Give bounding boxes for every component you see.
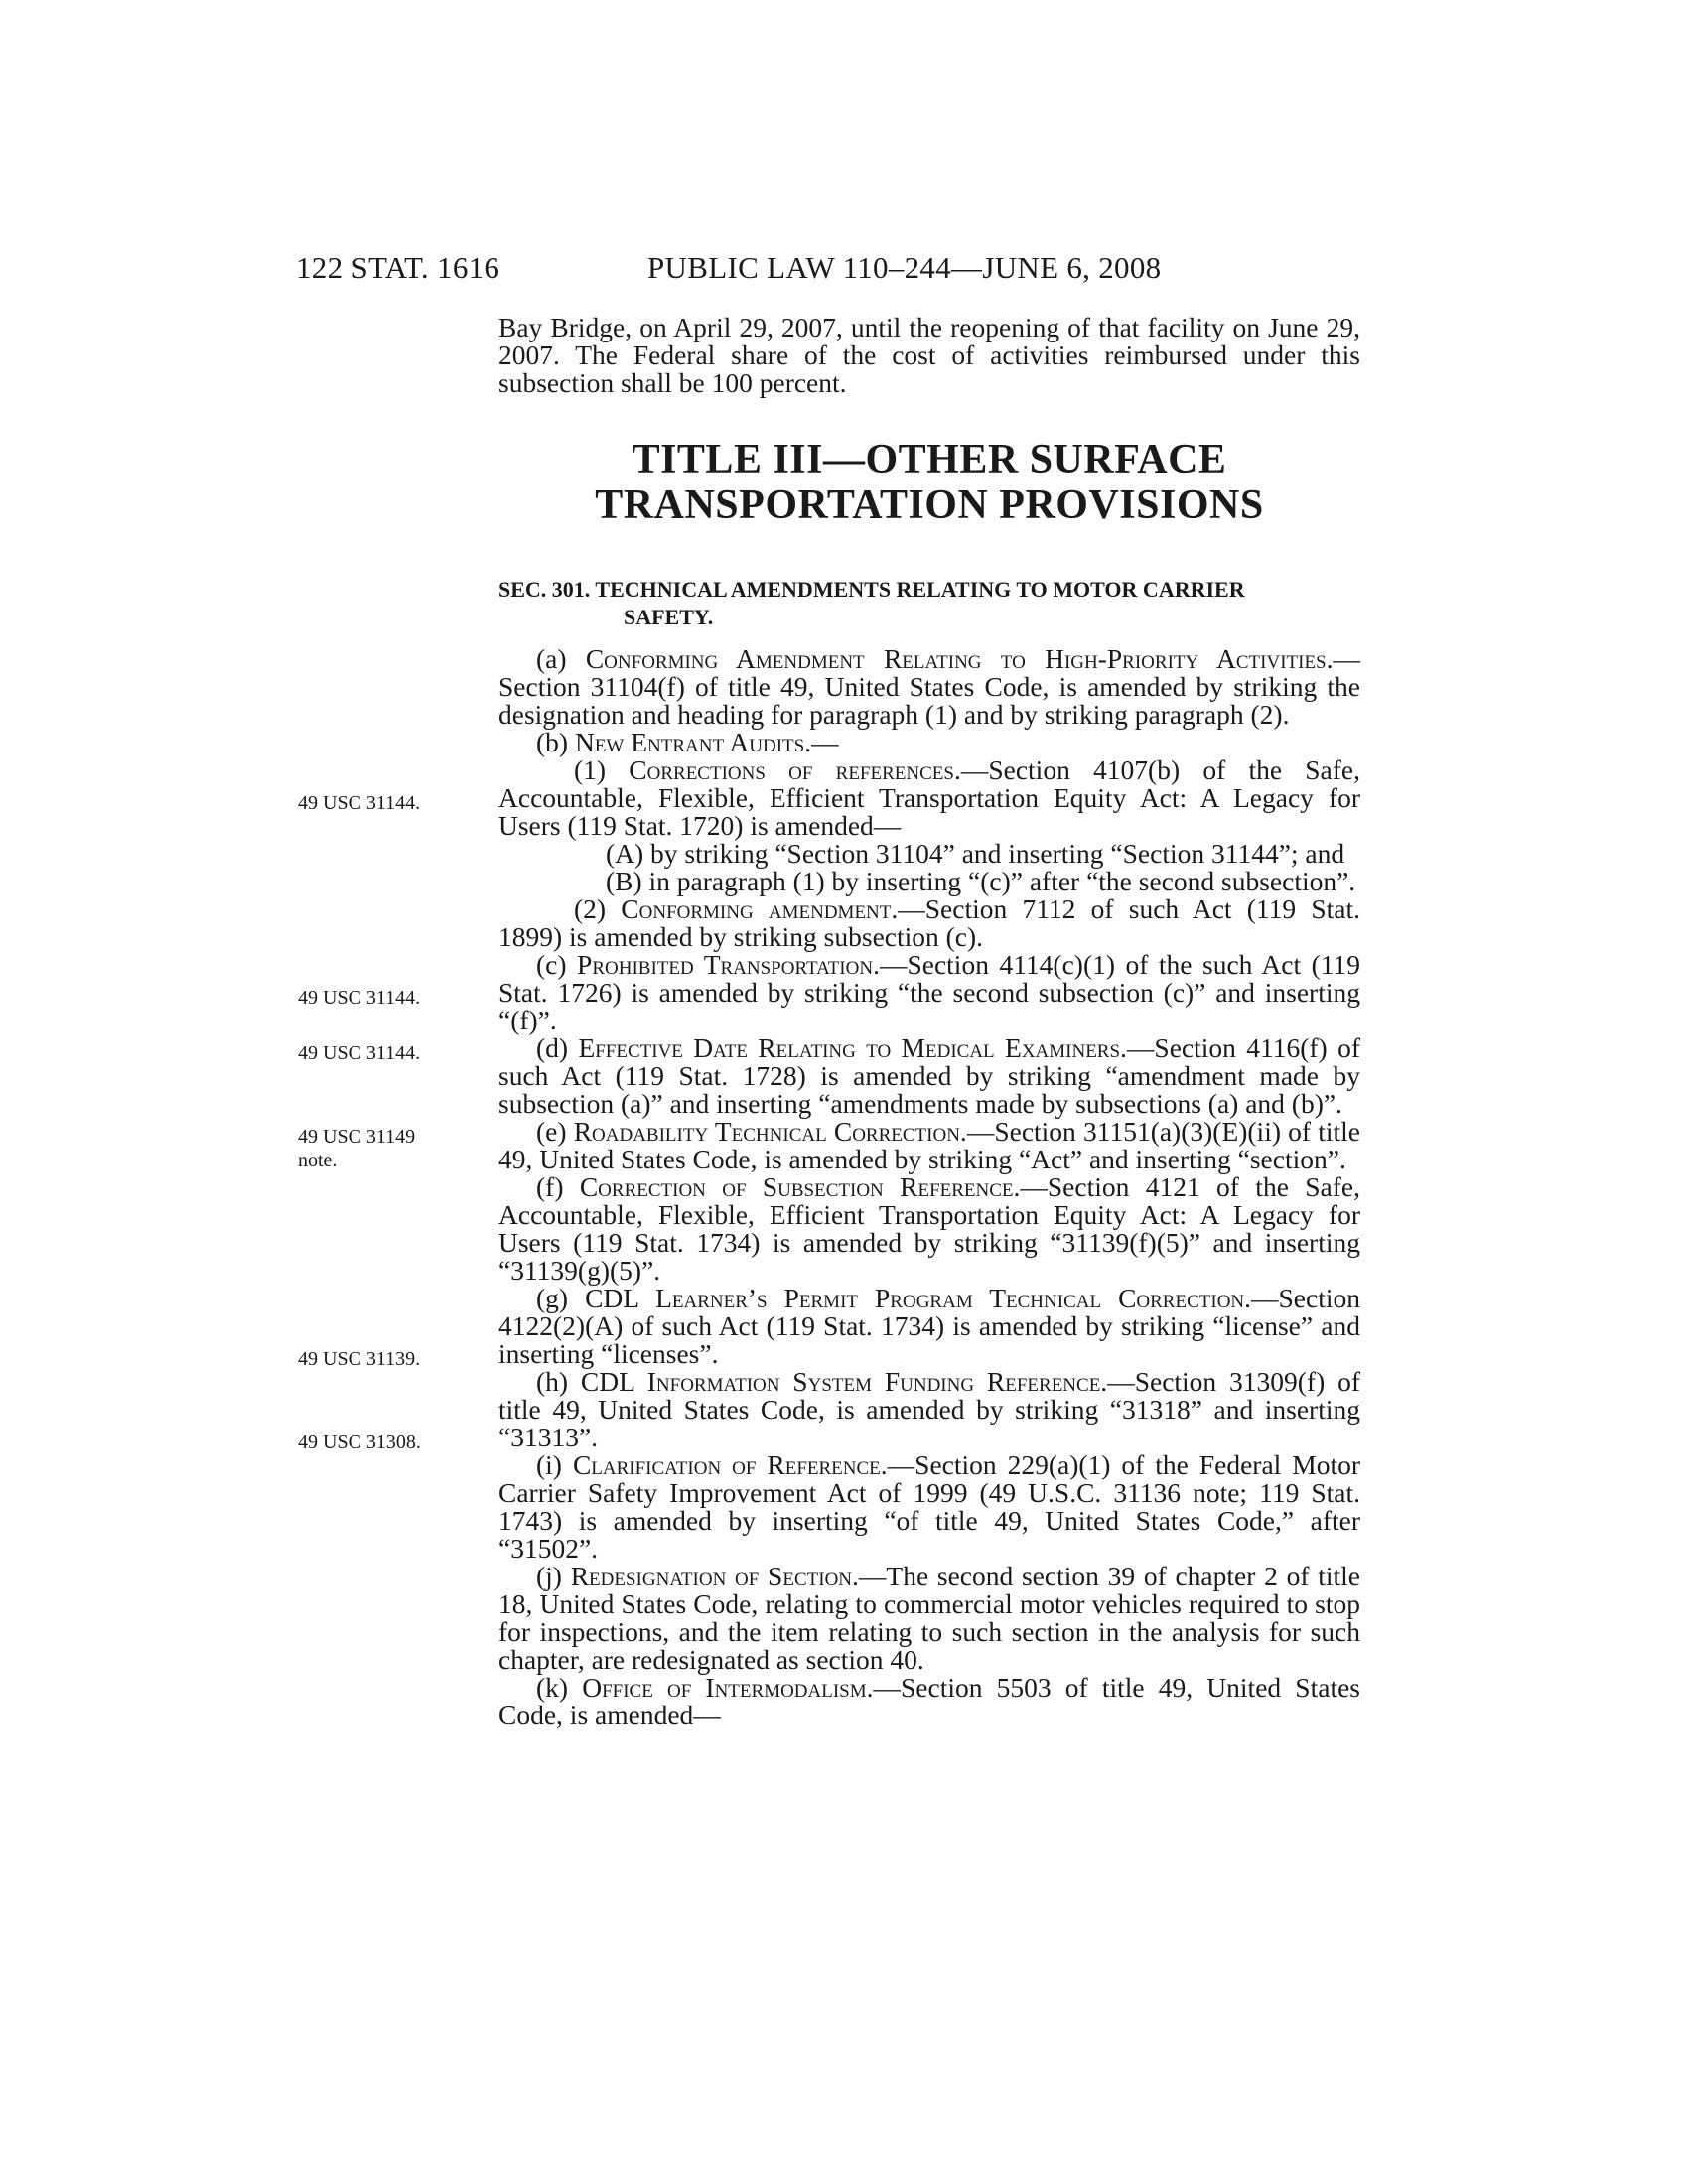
- subsection-h-heading: CDL Information System Funding Reference.: [580, 1366, 1108, 1397]
- body-text: [498, 314, 1360, 1729]
- subsection-f-heading: Correction of Subsection Reference.: [579, 1171, 1021, 1202]
- subsection-b-text: —: [811, 727, 839, 757]
- section-heading: [498, 576, 1360, 631]
- margin-note-4: [298, 1125, 447, 1172]
- subsection-g-label: (g): [536, 1283, 569, 1313]
- running-head: PUBLIC LAW 110–244—JUNE 6, 2008: [647, 250, 1162, 285]
- margin-note-2: 49 USC 31144.: [298, 987, 421, 1009]
- subparagraph-bA: (A) by striking “Section 31104” and inserting “Section 31144”; and: [606, 838, 1345, 869]
- paragraph-b2-heading: Conforming amendment.: [621, 893, 899, 924]
- subsection-d-label: (d): [536, 1032, 569, 1063]
- paragraph-b2-text: —Section 7112 of such Act (119 Stat. 1899) is amended by striking subsection (c).: [498, 893, 1360, 952]
- paragraph-b1: [498, 756, 1360, 840]
- subsection-c-label: (c): [536, 949, 567, 980]
- subsection-d-heading: Effective Date Relating to Medical Examiners.: [578, 1032, 1127, 1063]
- subsection-a: [498, 645, 1360, 729]
- title-heading: [498, 437, 1360, 528]
- subsection-d-text: —Section 4116(f) of such Act (119 Stat. 1728) is amended by striking “amendment made by subsection (a)” and inserting “amendments made by subsections (a) and (b)”.: [498, 1032, 1360, 1119]
- subsection-h-text: —Section 31309(f) of title 49, United States Code, is amended by striking “31318” and inserting “31313”.: [498, 1366, 1360, 1452]
- opening-paragraph: Bay Bridge, on April 29, 2007, until the reopening of that facility on June 29, 2007. The Federal share of the cost of activities reimbursed under this subsection shall be 100 percent.: [498, 312, 1360, 398]
- subsection-f-text: —Section 4121 of the Safe, Accountable, Flexible, Efficient Transportation Equity Act: A Legacy for Users (119 Stat. 1734) is amended by striking “31139(f)(5)” and inserting “31139(g)(5)”.: [498, 1171, 1360, 1286]
- subsection-h-label: (h): [536, 1366, 569, 1397]
- subsection-e-heading: Roadability Technical Correction.: [573, 1116, 967, 1147]
- subsection-f-label: (f): [536, 1171, 564, 1202]
- subsection-g-heading: CDL Learner’s Permit Program Technical Correction.: [585, 1283, 1252, 1313]
- margin-note-1: 49 USC 31144.: [298, 792, 421, 814]
- subsection-e: [498, 1118, 1360, 1173]
- subsection-k-label: (k): [536, 1672, 569, 1703]
- subsection-a-heading: Conforming Amendment Relating to High-Priority Activities.: [585, 643, 1334, 674]
- subsection-k: [498, 1674, 1360, 1729]
- title-line-2: TRANSPORTATION PROVISIONS: [595, 482, 1264, 528]
- margin-note-3: 49 USC 31144.: [298, 1042, 421, 1064]
- paragraph-b1-text: —Section 4107(b) of the Safe, Accountable, Flexible, Efficient Transportation Equity Act: A Legacy for Users (119 Stat. 1720) is amended—: [498, 754, 1360, 841]
- subsection-a-text: —Section 31104(f) of title 49, United States Code, is amended by striking the designation and heading for paragraph (1) and by striking paragraph (2).: [498, 643, 1360, 730]
- subparagraph-bB: (B) in paragraph (1) by inserting “(c)” after “the second subsection”.: [606, 866, 1356, 896]
- subsection-j-heading: Redesignation of Section.: [570, 1561, 859, 1591]
- subsection-j: [498, 1563, 1360, 1674]
- subsection-c: [498, 951, 1360, 1034]
- subsection-k-text: —Section 5503 of title 49, United States Code, is amended—: [498, 1672, 1360, 1730]
- subsection-e-label: (e): [536, 1116, 567, 1147]
- margin-note-4-line2: note.: [298, 1150, 338, 1171]
- paragraph-b1-heading: Corrections of references.: [629, 754, 961, 785]
- subsection-e-text: —Section 31151(a)(3)(E)(ii) of title 49, United States Code, is amended by striking “Act” and inserting “section”.: [498, 1116, 1361, 1174]
- subsection-i: [498, 1451, 1360, 1563]
- subsection-j-label: (j): [536, 1561, 562, 1591]
- subsection-c-text: —Section 4114(c)(1) of the such Act (119 Stat. 1726) is amended by striking “the second subsection (c)” and inserting “(f)”.: [498, 949, 1360, 1035]
- subsection-d: [498, 1034, 1360, 1118]
- section-heading-line-1: SEC. 301. TECHNICAL AMENDMENTS RELATING TO MOTOR CARRIER: [498, 577, 1245, 602]
- subsection-b-heading: New Entrant Audits.: [574, 727, 812, 757]
- section-heading-line-2: SAFETY.: [624, 605, 714, 629]
- margin-note-6: 49 USC 31308.: [298, 1432, 421, 1453]
- subsection-c-heading: Prohibited Transportation.: [577, 949, 880, 980]
- subsection-g-text: —Section 4122(2)(A) of such Act (119 Stat. 1734) is amended by striking “license” and inserting “licenses”.: [498, 1283, 1361, 1369]
- subsection-i-heading: Clarification of Reference.: [572, 1449, 888, 1480]
- margin-note-5: 49 USC 31139.: [298, 1348, 421, 1370]
- subsection-b-label: (b): [536, 727, 569, 757]
- page-stat-reference: 122 STAT. 1616: [296, 250, 500, 285]
- subsection-b: [498, 729, 1360, 756]
- title-line-1: TITLE III—OTHER SURFACE: [632, 437, 1227, 482]
- subsection-k-heading: Office of Intermodalism.: [582, 1672, 874, 1703]
- paragraph-b2: [498, 895, 1360, 951]
- subsection-a-label: (a): [536, 643, 567, 674]
- subsection-j-text: —The second section 39 of chapter 2 of title 18, United States Code, relating to commercial motor vehicles required to stop for inspections, and the item relating to such section in the analysis for such chapter, are redesignated as section 40.: [498, 1561, 1361, 1675]
- paragraph-b2-label: (2): [574, 893, 607, 924]
- subsection-h: [498, 1368, 1360, 1451]
- margin-note-4-line1: 49 USC 31149: [298, 1126, 416, 1148]
- subsection-f: [498, 1173, 1360, 1285]
- subsection-i-label: (i): [536, 1449, 562, 1480]
- subsection-g: [498, 1285, 1360, 1368]
- paragraph-b1-label: (1): [574, 754, 607, 785]
- subsection-i-text: —Section 229(a)(1) of the Federal Motor Carrier Safety Improvement Act of 1999 (49 U.S.C. 31136 note; 119 Stat. 1743) is amended by inserting “of title 49, United States Code,” after “31502”.: [498, 1449, 1360, 1564]
